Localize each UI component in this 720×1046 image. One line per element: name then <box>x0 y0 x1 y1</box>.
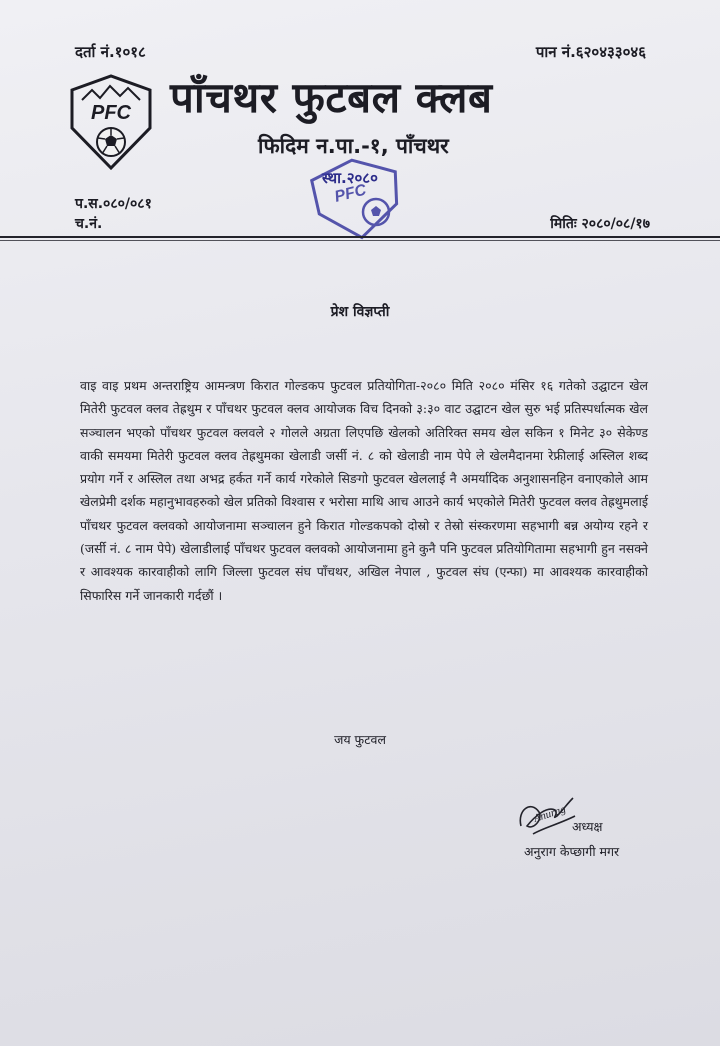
header-divider-thin <box>0 240 720 241</box>
reference-number: च.नं. <box>75 216 103 232</box>
registration-number: दर्ता नं.१०१८ <box>75 43 146 61</box>
svg-text:Anurag: Anurag <box>532 803 568 825</box>
header-divider <box>0 236 720 238</box>
svg-text:PFC: PFC <box>332 181 369 206</box>
signatory-position: अध्यक्ष <box>572 819 603 834</box>
organization-name: पाँचथर फुटबल क्लब <box>170 73 493 122</box>
letter-date: मितिः २०८०/०८/१७ <box>550 216 650 232</box>
organization-address: फिदिम न.पा.-१, पाँचथर <box>258 134 449 158</box>
notice-body: वाइ वाइ प्रथम अन्तराष्ट्रिय आमन्त्रण किरात गोल्डकप फुटवल प्रतियोगिता-२०८० मिति २०८० मंसिर १६ गतेको उद्घाटन खेल मितेरी फुटवल क्लव तेह्रथुम र पाँचथर फुटवल क्लव आयोजक विच दिनको ३:३० वाट उद्घाटन खेल सुरु भई प्रतिस्पर्धात्मक खेल सञ्चालन भएको पाँचथर फुटवल क्लवले २ गोलले अग्रता लिएपछि खेलको अतिरिक्त समय खेल सकिन १ मिनेट ३० सेकेण्ड वाकी समयमा मितेरी फुटवल क्लव तेह्रथुमका खेलाडी जर्सी नं. ८ को खेलाडी नाम पेपे ले खेलमैदानमा रेफ्रीलाई अस्लिल शब्द प्रयोग गर्ने र अस्लिल तथा अभद्र हर्कत गर्ने कार्य गरेकोले सिङगो फुटवल खेललाई नै अमर्यादिक अनुशासनहिन वनाएकोले आम खेलप्रेमी दर्शक महानुभावहरुको खेल प्रतिको विश्वास र भरोसा माथि आच आउने कार्य भएकोले मितेरी फुटवल क्लव तेह्रथुमलाई पाँचथर फुटवल क्लवको आयोजनामा सञ्चालन हुने किरात गोल्डकपको दोस्रो र तेस्रो संस्करणमा सहभागी बन्न अयोग्य रहने र (जर्सी नं. ८ नाम पेपे) खेलाडीलाई पाँचथर फुटवल क्लवको आयोजनामा हुने कुनै पनि फुटवल प्रतियोगितामा सहभागी हुन नसक्ने र आवश्यक कारवाहीको लागि जिल्ला फुटवल संघ पाँचथर, अखिल नेपाल , फुटवल संघ (एन्फा) मा आवश्यक कारवाहीको सिफारिस गर्ने जानकारी गर्दछौं । <box>80 378 648 603</box>
notice-title: प्रेश विज्ञप्ती <box>330 304 390 320</box>
fiscal-year: प.स.०८०/०८१ <box>75 196 152 212</box>
established-stamp-text: स्था.२०८० <box>322 169 378 187</box>
club-logo <box>68 72 154 172</box>
signatory-name: अनुराग केप्छागी मगर <box>524 844 620 859</box>
logo-text: PFC <box>91 102 131 124</box>
handwritten-signature <box>513 786 583 848</box>
closing-slogan: जय फुटवल <box>334 732 386 747</box>
pan-number: पान नं.६२०४३३०४६ <box>535 43 646 61</box>
club-seal-stamp <box>306 150 406 240</box>
